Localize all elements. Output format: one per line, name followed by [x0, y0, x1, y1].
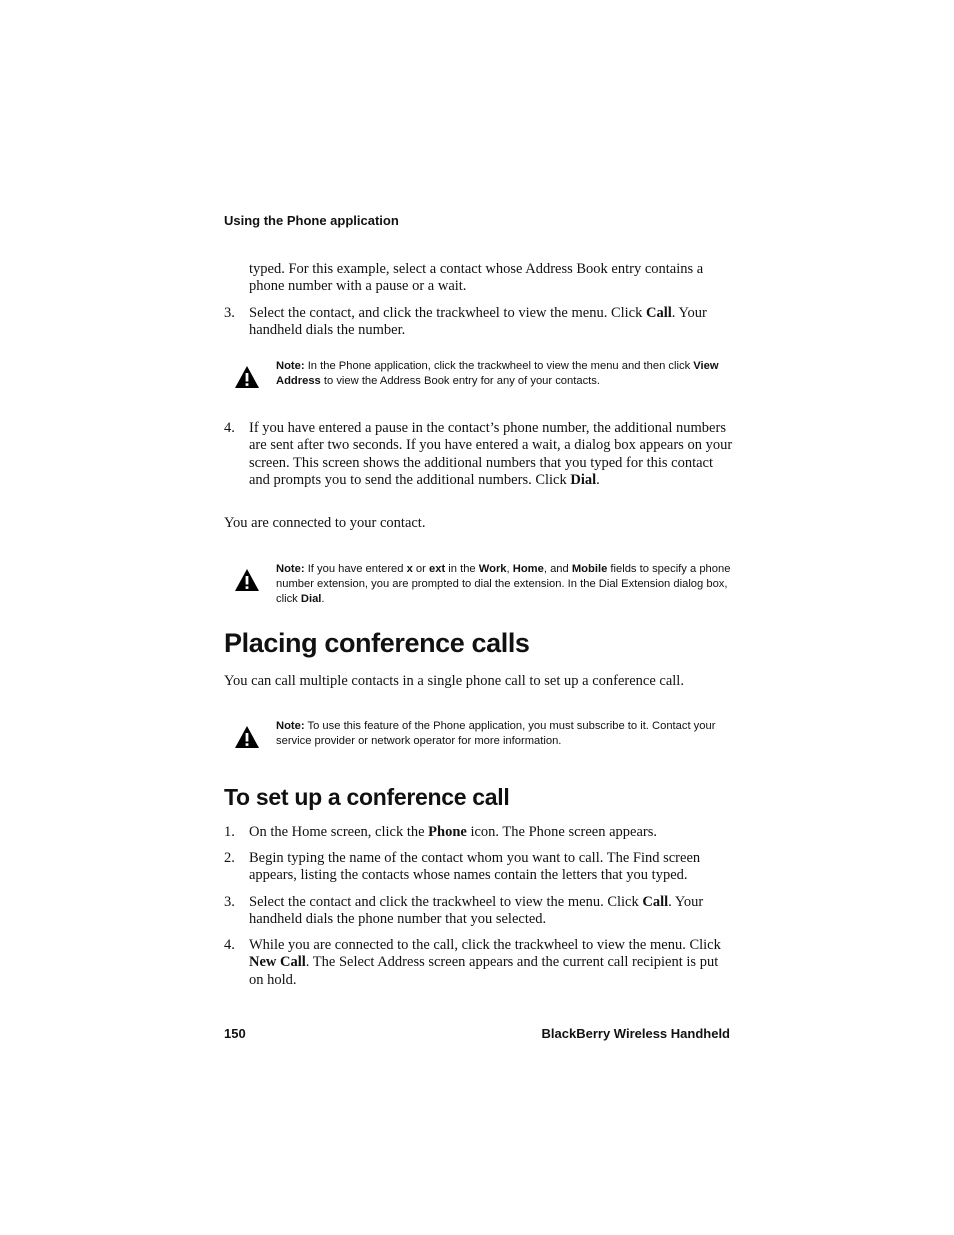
step-text: On the Home screen, click the Phone icon. The Phone screen appears.	[249, 824, 658, 840]
step-text: Select the contact, and click the trackwheel to view the menu. Click Call. Your handheld dials the number.	[249, 305, 707, 339]
step-text: Begin typing the name of the contact whom you want to call. The Find screen appears, listing the contacts whose names contain the letters that you typed.	[249, 850, 701, 884]
warning-triangle-icon	[234, 568, 260, 592]
step-text: While you are connected to the call, click the trackwheel to view the menu. Click New Call. The Select Address screen appears and the current call recipient is put on hold.	[249, 937, 721, 988]
warning-triangle-icon	[234, 365, 260, 389]
step-number: 3.	[224, 894, 235, 910]
note-view-address: Note: In the Phone application, click the trackwheel to view the menu and then click View Address to view the Address Book entry for any of your contacts.	[276, 360, 719, 387]
step-text: If you have entered a pause in the contact’s phone number, the additional numbers are sent after two seconds. If you have entered a wait, a dialog box appears on your screen. This screen shows the additional numbers that you typed for this contact and prompts you to send the additional numbers. Click Dial.	[249, 420, 733, 489]
step-number: 1.	[224, 824, 235, 840]
note-extension: Note: If you have entered x or ext in the Work, Home, and Mobile fields to specify a phone number extension, you are prompted to dial the extension. In the Dial Extension dialog box, click Dial.	[276, 563, 731, 605]
step-item-4	[224, 420, 734, 508]
step-number: 4.	[224, 420, 235, 436]
footer-book-title: BlackBerry Wireless Handheld	[541, 1026, 730, 1041]
connected-text: You are connected to your contact.	[224, 515, 426, 531]
subsection-heading: To set up a conference call	[224, 784, 510, 810]
section-intro: You can call multiple contacts in a single phone call to set up a conference call.	[224, 673, 684, 689]
warning-triangle-icon	[234, 725, 260, 749]
intro-continuation: typed. For this example, select a contact whose Address Book entry contains a phone number with a pause or a wait.	[249, 261, 704, 295]
step-number: 4.	[224, 937, 235, 953]
step-number: 2.	[224, 850, 235, 866]
step-number: 3.	[224, 305, 235, 321]
step-text: Select the contact and click the trackwheel to view the menu. Click Call. Your handheld dials the phone number that you selected.	[249, 894, 704, 928]
page-number: 150	[224, 1026, 246, 1041]
note-subscription: Note: To use this feature of the Phone application, you must subscribe to it. Contact your service provider or network operator for more information.	[276, 720, 716, 747]
section-heading: Placing conference calls	[224, 628, 530, 658]
running-header: Using the Phone application	[224, 213, 399, 228]
